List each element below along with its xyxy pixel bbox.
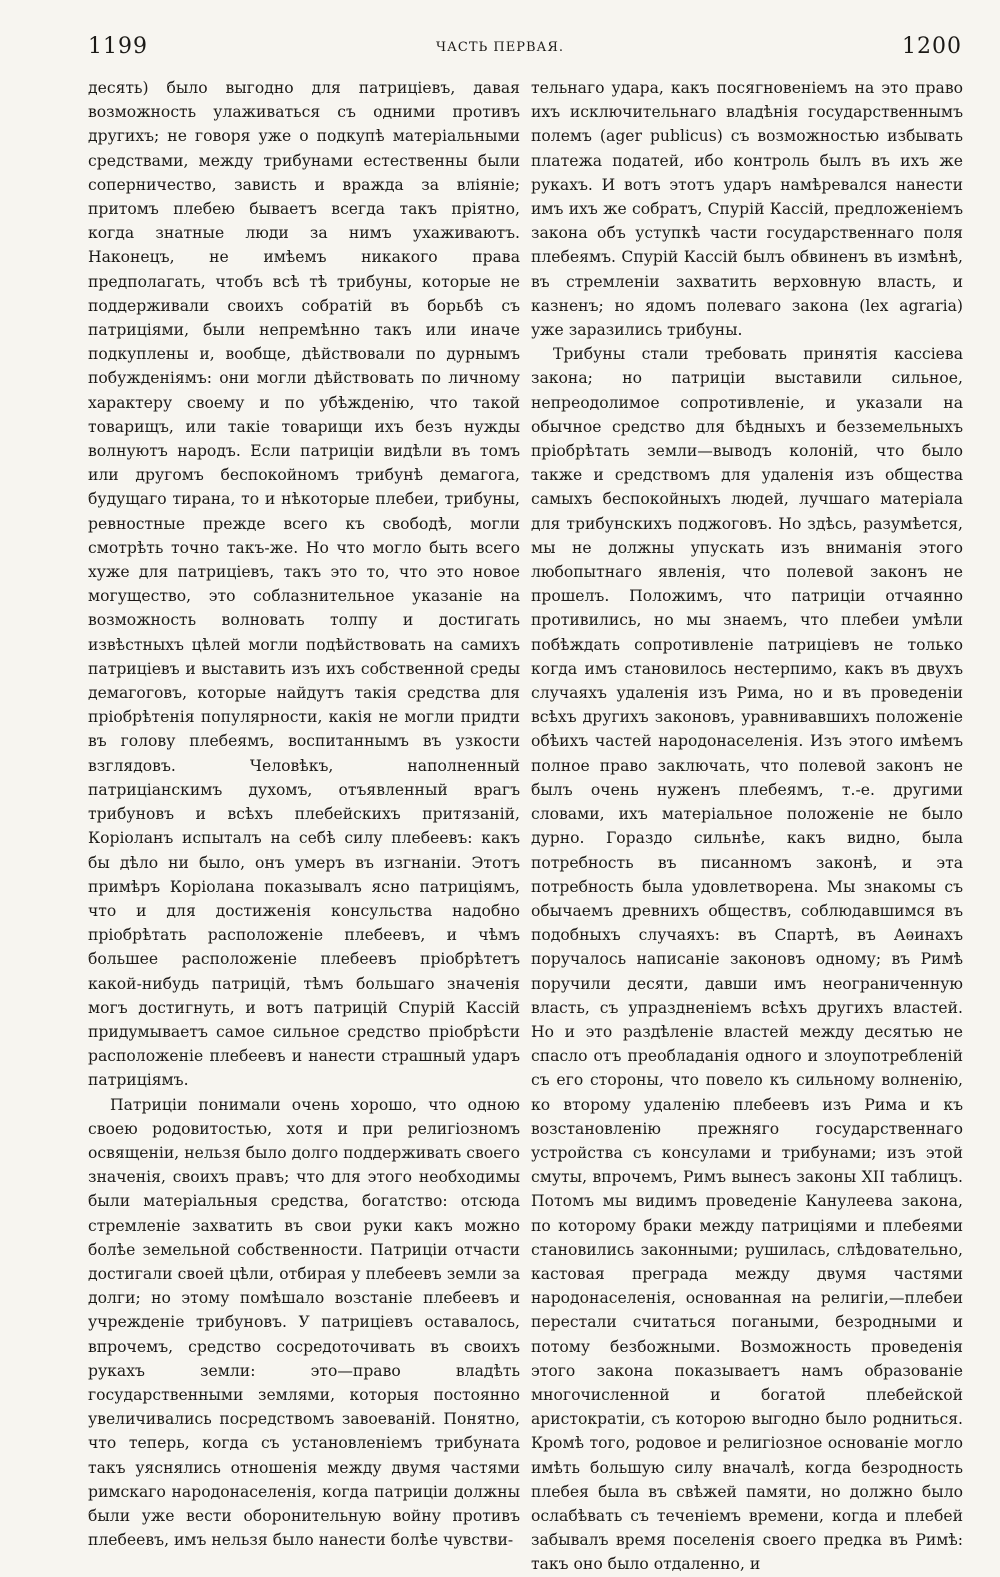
left-paragraph-1: десять) было выгодно для патрицiевъ, давая возможность улаживаться съ одними противъ другихъ; не говоря уже о подкупѣ матерiальными средствами, между трибунами естественны были соперничество, зависть и вражда за влiянiе; притомъ плебею бываетъ всегда такъ прiятно, когда знатные люди за нимъ ухаживаютъ. Наконецъ, не имѣемъ никакого права предполагать, чтобъ всѣ тѣ трибуны, которые не поддерживали своихъ собратiй въ борьбѣ съ патрицiями, были непремѣнно такъ или иначе подкуплены и, вообще, дѣйствовали по дурнымъ побужденiямъ: они могли дѣйствовать по личному характеру своему и по убѣжденiю, что такой товарищъ, или такiе товарищи ихъ безъ нужды волнуютъ народъ. Если патрицiи видѣли въ томъ или другомъ беспокойномъ трибунѣ демагога, будущаго тирана, то и нѣкоторые плебеи, трибуны, ревностные прежде всего къ свободѣ, могли смотрѣть точно такъ-же. Но что могло быть всего хуже для патрицiевъ, такъ это то, что это новое могущество, это соблазнительное указанiе на возможность волновать толпу и достигать извѣстныхъ цѣлей могли подѣйствовать на самихъ патрицiевъ и выставить изъ ихъ собственной среды демагоговъ, которые найдутъ такiя средства для прiобрѣтенiя популярности, какiя не могли придти въ голову плебеямъ, воспитаннымъ въ узкости взглядовъ. Человѣкъ, наполненный патрицiанскимъ духомъ, отъявленный врагъ трибуновъ и всѣхъ плебейскихъ притязанiй, Корiоланъ испыталъ на себѣ силу плебеевъ: какъ бы дѣло ни было, онъ умеръ въ изгнанiи. Этотъ примѣръ Корiолана показывалъ ясно патрицiямъ, что и для достиженiя консульства надобно прiобрѣтать расположенiе плебеевъ, и чѣмъ большее расположенiе плебеевъ прiобрѣтетъ какой-нибудь патрицiй, тѣмъ большаго значенiя могъ достигнуть, и вотъ патрицiй Спурiй Кассiй придумываетъ самое сильное средство прiобрѣсти расположенiе плебеевъ и нанести страшный ударъ патрицiямъ.	[88, 79, 520, 1090]
right-paragraph-1: тельнаго удара, какъ посягновенiемъ на это право ихъ исключительнаго владѣнiя государственнымъ полемъ (ager publicus) съ возможностью избывать платежа податей, ибо контроль былъ въ ихъ же рукахъ. И вотъ этотъ ударъ намѣревался нанести имъ ихъ же собратъ, Спурiй Кассiй, предложенiемъ закона объ уступкѣ части государственнаго поля плебеямъ. Спурiй Кассiй былъ обвиненъ въ измѣнѣ, въ стремленiи захватить верховную власть, и казненъ; но ядомъ полеваго закона (lex agraria) уже заразились трибуны.	[531, 79, 963, 340]
left-paragraph-2: Патрицiи понимали очень хорошо, что одною своею родовитостью, хотя и при религiозномъ освященiи, нельзя было долго поддерживать своего значенiя, своихъ правъ; что для этого необходимы были матерiальныя средства, богатство: отсюда стремленiе захватить въ свои руки какъ можно болѣе земельной собственности. Патрицiи отчасти достигали своей цѣли, отбирая у плебеевъ земли за долги; но этому помѣшало возстанiе плебеевъ и учрежденiе трибуновъ. У патрицiевъ оставалось, впрочемъ, средство сосредоточивать въ своихъ рукахъ земли: это—право владѣть государственными землями, которыя постоянно увеличивались посредствомъ завоеванiй. Понятно, что теперь, когда съ установленiемъ трибуната такъ уяснялись отношенiя между двумя частями римскаго народонаселенiя, когда патрицiи должны были уже вести оборонительную войну противъ плебеевъ, имъ нельзя было нанести болѣе чувстви-	[88, 1095, 520, 1550]
page-number-left: 1199	[88, 34, 148, 59]
running-title: ЧАСТЬ ПЕРВАЯ.	[435, 40, 564, 55]
left-column	[88, 76, 520, 1552]
right-paragraph-2: Трибуны стали требовать принятiя кассiева закона; но патрицiи выставили сильное, непреодолимое сопротивленiе, и указали на обычное средство для бѣдныхъ и безземельныхъ прiобрѣтать земли—выводъ колонiй, что было также и средствомъ для удаленiя изъ общества самыхъ беспокойныхъ людей, лучшаго матерiала для трибунскихъ поджоговъ. Но здѣсь, разумѣется, мы не должны упускать изъ вниманiя этого любопытнаго явленiя, что полевой законъ не прошелъ. Положимъ, что патрицiи отчаянно противились, но мы знаемъ, что плебеи умѣли побѣждать сопротивленiе патрицiевъ не только когда имъ становилось нестерпимо, какъ въ двухъ случаяхъ удаленiя изъ Рима, но и въ проведенiи всѣхъ другихъ законовъ, уравнивавшихъ положенiе обѣихъ частей народонаселенiя. Изъ этого имѣемъ полное право заключать, что полевой законъ не былъ очень нуженъ плебеямъ, т.-е. другими словами, ихъ матерiальное положенiе не было дурно. Гораздо сильнѣе, какъ видно, была потребность въ писанномъ законѣ, и эта потребность была удовлетворена. Мы знакомы съ обычаемъ древнихъ обществъ, соблюдавшимся въ подобныхъ случаяхъ: въ Спартѣ, въ Аѳинахъ поручалось написанiе законовъ одному; въ Римѣ поручили десяти, давши имъ неограниченную власть, съ упраздненiемъ всѣхъ другихъ властей. Но и это раздѣленiе властей между десятью не спасло отъ преобладанiя одного и злоупотребленiй съ его стороны, что повело къ сильному волненiю, ко второму удаленiю плебеевъ изъ Рима и къ возстановленiю прежняго государственнаго устройства съ консулами и трибунами; изъ этой смуты, впрочемъ, Римъ вынесъ законы XII таблицъ. Потомъ мы видимъ проведенiе Канулеева закона, по которому браки между патрицiями и плебеями становились законными; рушилась, слѣдовательно, кастовая преграда между двумя частями народонаселенiя, основанная на религiи,—плебеи перестали считаться погаными, безродными и потому безбожными. Возможность проведенiя этого закона показываетъ намъ образованiе многочисленной и богатой плебейской аристократiи, съ которою выгодно было родниться. Кромѣ того, родовое и религiозное основанiе могло имѣть большую силу вначалѣ, когда безродность плебея была въ свѣжей памяти, но должно было ослабѣвать съ теченiемъ времени, когда и плебей забывалъ время поселенiя своего предка въ Римѣ: такъ оно было отдаленно, и	[531, 345, 963, 1574]
right-column	[531, 76, 963, 1577]
page-number-right: 1200	[902, 34, 962, 59]
